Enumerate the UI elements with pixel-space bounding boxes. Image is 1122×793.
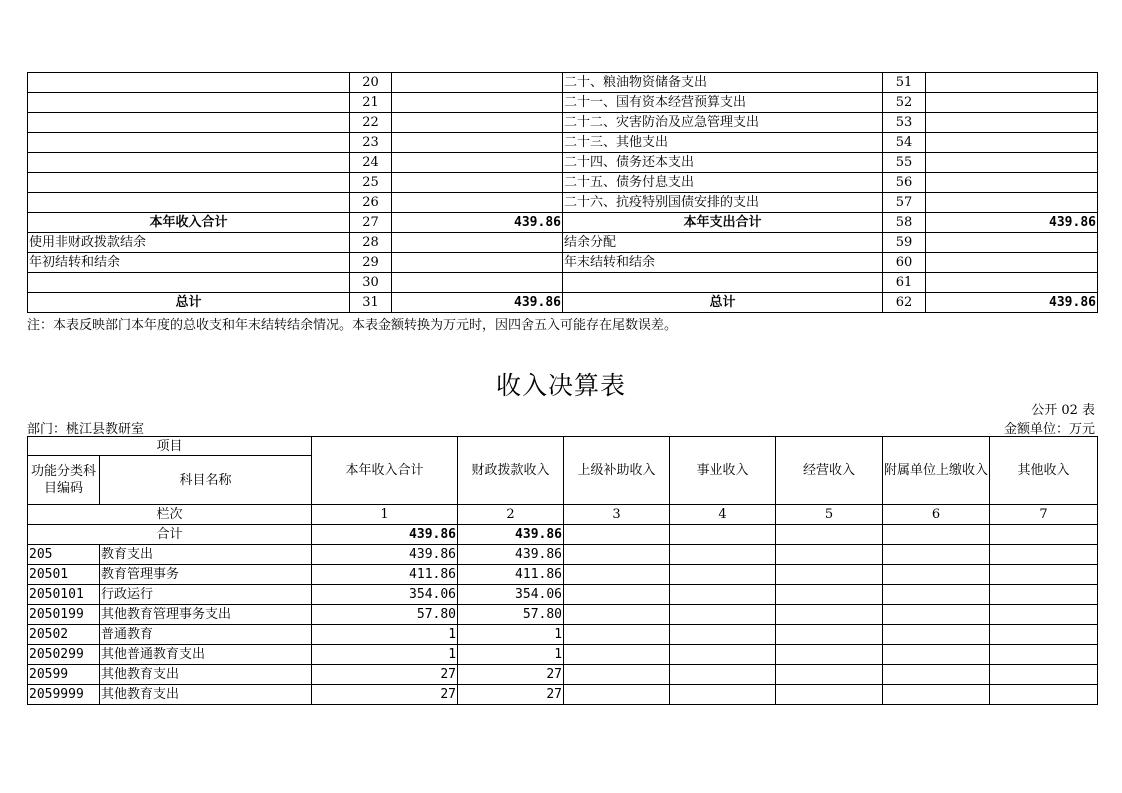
row-left-label <box>28 93 350 113</box>
row-right-number: 55 <box>883 153 926 173</box>
row-left-number: 25 <box>350 173 392 193</box>
row-left-number: 30 <box>350 273 392 293</box>
table-row <box>28 605 1098 625</box>
row-code: 2050199 <box>28 605 100 625</box>
row-code: 2050101 <box>28 585 100 605</box>
row-right-amount <box>926 253 1098 273</box>
row-value <box>564 665 670 685</box>
row-right-label <box>563 273 883 293</box>
table-row <box>28 625 1098 645</box>
table-row <box>28 645 1098 665</box>
table-row <box>28 153 1098 173</box>
row-right-number: 56 <box>883 173 926 193</box>
department-label: 部门：桃江县教研室 <box>27 422 145 437</box>
header-row-1 <box>28 437 1098 456</box>
header-col-7: 其他收入 <box>990 437 1098 505</box>
row-right-label: 二十三、其他支出 <box>563 133 883 153</box>
income-expense-summary-table <box>27 72 1098 313</box>
total-value <box>670 525 776 545</box>
row-right-amount <box>926 173 1098 193</box>
row-value <box>564 605 670 625</box>
row-value <box>883 605 990 625</box>
column-number: 4 <box>670 505 776 525</box>
row-left-label <box>28 193 350 213</box>
total-value <box>776 525 883 545</box>
row-right-amount <box>926 193 1098 213</box>
row-value <box>776 545 883 565</box>
row-value <box>776 585 883 605</box>
row-code: 2050299 <box>28 645 100 665</box>
row-right-label: 本年支出合计 <box>563 213 883 233</box>
column-number: 5 <box>776 505 883 525</box>
table-row <box>28 665 1098 685</box>
row-name: 普通教育 <box>100 625 312 645</box>
row-left-amount <box>392 173 563 193</box>
table-row <box>28 113 1098 133</box>
row-right-number: 61 <box>883 273 926 293</box>
row-value: 1 <box>312 645 458 665</box>
row-value <box>883 585 990 605</box>
row-code: 205 <box>28 545 100 565</box>
row-left-number: 29 <box>350 253 392 273</box>
row-value <box>670 585 776 605</box>
row-value <box>564 565 670 585</box>
total-label: 合计 <box>28 525 312 545</box>
row-left-number: 21 <box>350 93 392 113</box>
row-name: 其他普通教育支出 <box>100 645 312 665</box>
amount-unit-label: 金额单位：万元 <box>1003 422 1095 437</box>
row-right-amount <box>926 93 1098 113</box>
row-value <box>564 685 670 705</box>
header-project: 项目 <box>28 437 312 456</box>
row-left-number: 22 <box>350 113 392 133</box>
table-note: 注：本表反映部门本年度的总收支和年末结转结余情况。本表金额转换为万元时，因四舍五入可能存在尾数误差。 <box>27 318 678 333</box>
row-value <box>990 685 1098 705</box>
row-right-number: 53 <box>883 113 926 133</box>
header-col-5: 经营收入 <box>776 437 883 505</box>
row-right-amount <box>926 273 1098 293</box>
header-col-2: 财政拨款收入 <box>458 437 564 505</box>
row-left-label <box>28 133 350 153</box>
row-right-number: 60 <box>883 253 926 273</box>
row-right-amount <box>926 73 1098 93</box>
row-value <box>990 545 1098 565</box>
row-left-number: 27 <box>350 213 392 233</box>
row-value <box>670 545 776 565</box>
row-value <box>564 585 670 605</box>
row-right-label: 二十六、抗疫特别国债安排的支出 <box>563 193 883 213</box>
header-name: 科目名称 <box>100 456 312 505</box>
row-code: 20501 <box>28 565 100 585</box>
row-value: 1 <box>458 625 564 645</box>
row-right-number: 59 <box>883 233 926 253</box>
row-left-label: 年初结转和结余 <box>28 253 350 273</box>
row-value: 411.86 <box>458 565 564 585</box>
row-left-amount <box>392 273 563 293</box>
table-row <box>28 173 1098 193</box>
total-value <box>990 525 1098 545</box>
row-value <box>564 645 670 665</box>
row-left-label <box>28 153 350 173</box>
row-name: 教育支出 <box>100 545 312 565</box>
table-row <box>28 585 1098 605</box>
row-value <box>990 605 1098 625</box>
table-row <box>28 193 1098 213</box>
row-value: 1 <box>312 625 458 645</box>
table-row <box>28 73 1098 93</box>
column-number-row <box>28 505 1098 525</box>
row-right-label: 二十、粮油物资储备支出 <box>563 73 883 93</box>
row-value: 27 <box>458 685 564 705</box>
row-value <box>776 645 883 665</box>
column-number: 7 <box>990 505 1098 525</box>
header-code: 功能分类科目编码 <box>28 456 100 505</box>
row-left-label <box>28 273 350 293</box>
row-value <box>883 545 990 565</box>
row-right-number: 58 <box>883 213 926 233</box>
row-right-label: 年末结转和结余 <box>563 253 883 273</box>
row-code: 20599 <box>28 665 100 685</box>
row-right-amount <box>926 233 1098 253</box>
header-col-6: 附属单位上缴收入 <box>883 437 990 505</box>
total-row <box>28 525 1098 545</box>
header-col-1: 本年收入合计 <box>312 437 458 505</box>
page-title: 收入决算表 <box>495 371 626 400</box>
row-value <box>883 645 990 665</box>
row-value: 57.80 <box>458 605 564 625</box>
row-name: 其他教育支出 <box>100 685 312 705</box>
row-value <box>564 625 670 645</box>
row-code: 20502 <box>28 625 100 645</box>
row-value <box>670 625 776 645</box>
row-value: 354.06 <box>458 585 564 605</box>
row-left-amount <box>392 93 563 113</box>
row-value: 354.06 <box>312 585 458 605</box>
row-left-number: 24 <box>350 153 392 173</box>
row-value <box>990 585 1098 605</box>
row-left-label: 使用非财政拨款结余 <box>28 233 350 253</box>
row-value: 27 <box>458 665 564 685</box>
column-number: 2 <box>458 505 564 525</box>
row-value: 27 <box>312 685 458 705</box>
row-left-amount <box>392 153 563 173</box>
row-right-amount <box>926 113 1098 133</box>
row-left-number: 26 <box>350 193 392 213</box>
table-row <box>28 213 1098 233</box>
row-value: 439.86 <box>312 545 458 565</box>
row-left-amount: 439.86 <box>392 213 563 233</box>
row-value <box>670 665 776 685</box>
row-right-number: 62 <box>883 293 926 313</box>
row-right-label: 二十五、债务付息支出 <box>563 173 883 193</box>
row-name: 其他教育支出 <box>100 665 312 685</box>
row-value <box>670 685 776 705</box>
row-value <box>990 665 1098 685</box>
row-left-label <box>28 173 350 193</box>
row-value <box>776 685 883 705</box>
row-value <box>776 665 883 685</box>
public-table-number: 公开 02 表 <box>1031 403 1095 418</box>
row-right-amount: 439.86 <box>926 293 1098 313</box>
row-value: 57.80 <box>312 605 458 625</box>
header-col-3: 上级补助收入 <box>564 437 670 505</box>
row-left-amount <box>392 253 563 273</box>
row-right-amount <box>926 133 1098 153</box>
row-left-number: 31 <box>350 293 392 313</box>
total-value: 439.86 <box>312 525 458 545</box>
row-right-number: 51 <box>883 73 926 93</box>
row-right-number: 57 <box>883 193 926 213</box>
row-value <box>670 645 776 665</box>
row-value <box>883 565 990 585</box>
row-left-amount <box>392 73 563 93</box>
table-row <box>28 253 1098 273</box>
row-right-number: 52 <box>883 93 926 113</box>
table-row <box>28 93 1098 113</box>
total-value <box>564 525 670 545</box>
row-name: 行政运行 <box>100 585 312 605</box>
total-value: 439.86 <box>458 525 564 545</box>
row-left-label: 总计 <box>28 293 350 313</box>
row-name: 其他教育管理事务支出 <box>100 605 312 625</box>
row-value: 27 <box>312 665 458 685</box>
column-number: 1 <box>312 505 458 525</box>
row-value: 439.86 <box>458 545 564 565</box>
row-value <box>776 605 883 625</box>
row-value <box>776 625 883 645</box>
header-col-4: 事业收入 <box>670 437 776 505</box>
row-left-label <box>28 73 350 93</box>
row-left-amount <box>392 113 563 133</box>
row-left-number: 28 <box>350 233 392 253</box>
income-final-accounts-table <box>27 436 1098 705</box>
row-name: 教育管理事务 <box>100 565 312 585</box>
total-value <box>883 525 990 545</box>
row-left-number: 23 <box>350 133 392 153</box>
row-value: 411.86 <box>312 565 458 585</box>
row-code: 2059999 <box>28 685 100 705</box>
table-row <box>28 133 1098 153</box>
table-row <box>28 233 1098 253</box>
row-value <box>883 685 990 705</box>
row-value <box>990 645 1098 665</box>
row-value <box>990 625 1098 645</box>
table-row <box>28 545 1098 565</box>
row-right-number: 54 <box>883 133 926 153</box>
column-number: 6 <box>883 505 990 525</box>
row-right-label: 二十四、债务还本支出 <box>563 153 883 173</box>
row-value: 1 <box>458 645 564 665</box>
row-right-amount: 439.86 <box>926 213 1098 233</box>
row-left-label <box>28 113 350 133</box>
table-row <box>28 273 1098 293</box>
row-value <box>670 605 776 625</box>
row-left-amount: 439.86 <box>392 293 563 313</box>
table-row <box>28 565 1098 585</box>
row-value <box>670 565 776 585</box>
row-right-label: 结余分配 <box>563 233 883 253</box>
row-value <box>564 545 670 565</box>
row-right-label: 二十一、国有资本经营预算支出 <box>563 93 883 113</box>
row-left-amount <box>392 233 563 253</box>
column-number: 3 <box>564 505 670 525</box>
row-right-label: 二十二、灾害防治及应急管理支出 <box>563 113 883 133</box>
row-value <box>883 625 990 645</box>
row-value <box>883 665 990 685</box>
row-left-number: 20 <box>350 73 392 93</box>
row-left-label: 本年收入合计 <box>28 213 350 233</box>
row-left-amount <box>392 193 563 213</box>
row-value <box>776 565 883 585</box>
row-right-amount <box>926 153 1098 173</box>
column-number-label: 栏次 <box>28 505 312 525</box>
table-row <box>28 293 1098 313</box>
table-row <box>28 685 1098 705</box>
row-value <box>990 565 1098 585</box>
row-right-label: 总计 <box>563 293 883 313</box>
row-left-amount <box>392 133 563 153</box>
